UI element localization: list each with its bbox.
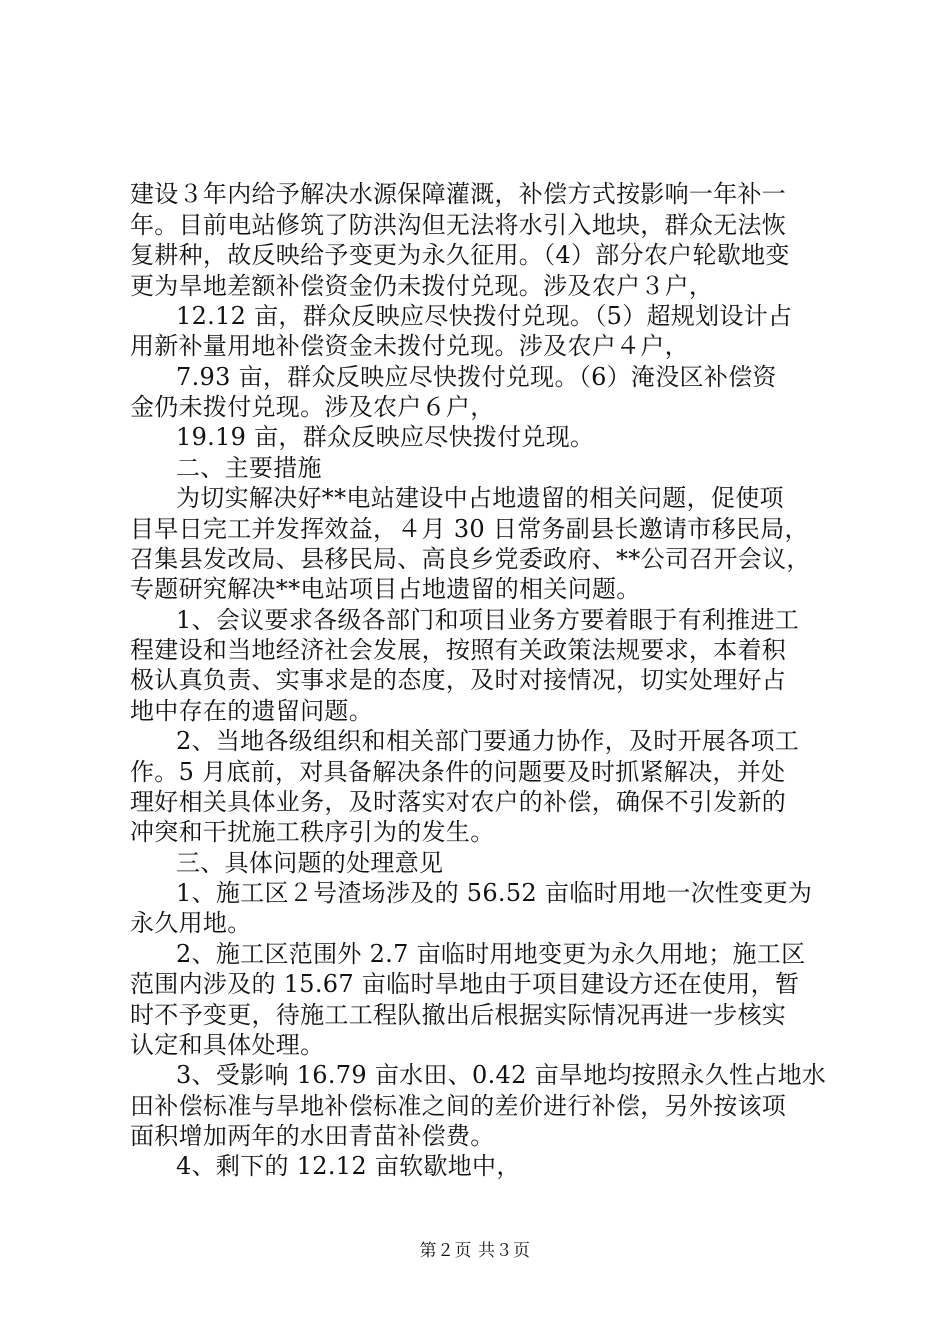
text-line: 1、会议要求各级各部门和项目业务方要着眼于有利推进工 — [176, 606, 800, 634]
text-line: 建设３年内给予解决水源保障灌溉，补偿方式按影响一年补一 — [130, 180, 787, 208]
text-line: 范围内涉及的 15.67 亩临时旱地由于项目建设方还在使用，暂 — [130, 970, 800, 998]
text-line: 金仍未拨付兑现。涉及农户６户， — [130, 393, 495, 421]
text-line: 2、施工区范围外 2.7 亩临时用地变更为永久用地；施工区 — [176, 940, 806, 968]
text-line: 为切实解决好**电站建设中占地遗留的相关问题，促使项 — [176, 484, 784, 512]
text-line: 认定和具体处理。 — [130, 1031, 325, 1059]
text-line: 极认真负责、实事求是的态度，及时对接情况，切实处理好占 — [130, 666, 787, 694]
text-line: 4、剩下的 12.12 亩软歇地中， — [176, 1152, 521, 1180]
section-heading: 三、具体问题的处理意见 — [176, 849, 444, 877]
text-line: 更为旱地差额补偿资金仍未拨付兑现。涉及农户３户， — [130, 272, 714, 300]
text-line: 3、受影响 16.79 亩水田、0.42 亩旱地均按照永久性占地水 — [176, 1061, 827, 1089]
text-line: 1、施工区２号渣场涉及的 56.52 亩临时用地一次性变更为 — [176, 879, 813, 907]
text-line: 地中存在的遗留问题。 — [130, 697, 373, 725]
page-number: 第２页 共３页 — [419, 1241, 531, 1261]
text-line: 复耕种，故反映给予变更为永久征用。（4）部分农户轮歇地变 — [130, 241, 790, 269]
text-line: 年。目前电站修筑了防洪沟但无法将水引入地块，群众无法恢 — [130, 211, 787, 239]
text-line: 时不予变更，待施工工程队撤出后根据实际情况再进一步核实 — [130, 1001, 787, 1029]
text-line: 专题研究解决**电站项目占地遗留的相关问题。 — [130, 575, 641, 603]
text-line: 面积增加两年的水田青苗补偿费。 — [130, 1122, 495, 1150]
text-line: 程建设和当地经济社会发展，按照有关政策法规要求，本着积 — [130, 636, 787, 664]
text-line: 2、当地各级组织和相关部门要通力协作，及时开展各项工 — [176, 727, 800, 755]
text-line: 19.19 亩，群众反映应尽快拨付兑现。 — [176, 423, 595, 451]
text-line: 7.93 亩，群众反映应尽快拨付兑现。（6）淹没区补偿资 — [176, 363, 777, 391]
text-line: 用新补量用地补偿资金未拨付兑现。涉及农户４户， — [130, 332, 689, 360]
text-line: 目早日完工并发挥效益，４月 30 日常务副县长邀请市移民局， — [130, 515, 809, 543]
text-line: 理好相关具体业务，及时落实对农户的补偿，确保不引发新的 — [130, 788, 787, 816]
page-footer — [0, 1240, 950, 1262]
text-line: 田补偿标准与旱地补偿标准之间的差价进行补偿，另外按该项 — [130, 1092, 787, 1120]
text-line: 12.12 亩，群众反映应尽快拨付兑现。（5）超规划设计占 — [176, 302, 793, 330]
text-line: 召集县发改局、县移民局、高良乡党委政府、**公司召开会议， — [130, 545, 811, 573]
section-heading: 二、主要措施 — [176, 454, 322, 482]
text-line: 作。5 月底前，对具备解决条件的问题要及时抓紧解决，并处 — [130, 758, 786, 786]
text-line: 冲突和干扰施工秩序引为的发生。 — [130, 818, 495, 846]
text-line: 永久用地。 — [130, 909, 252, 937]
